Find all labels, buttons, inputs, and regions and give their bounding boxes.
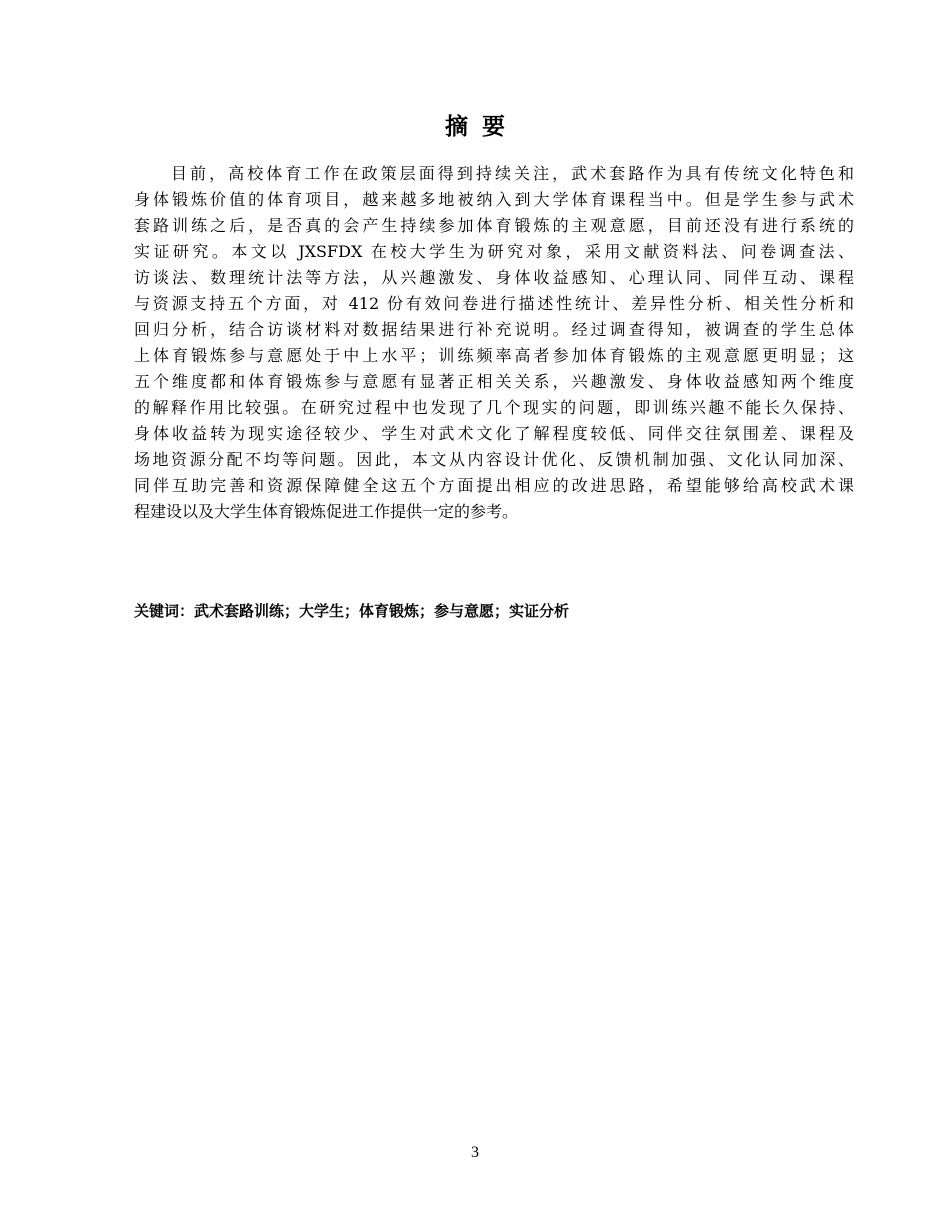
abstract-line: 目前，高校体育工作在政策层面得到持续关注，武术套路作为具有传统文化特色和 xyxy=(171,164,854,183)
page-number: 3 xyxy=(471,1144,479,1161)
abstract-body xyxy=(134,161,854,525)
abstract-line: 与资源支持五个方面，对 412 份有效问卷进行描述性统计、差异性分析、相关性分析和 xyxy=(134,294,854,313)
abstract-line: 的解释作用比较强。在研究过程中也发现了几个现实的问题，即训练兴趣不能长久保持、 xyxy=(134,398,854,417)
abstract-line: 五个维度都和体育锻炼参与意愿有显著正相关关系，兴趣激发、身体收益感知两个维度 xyxy=(134,372,854,391)
abstract-line: 套路训练之后，是否真的会产生持续参加体育锻炼的主观意愿，目前还没有进行系统的 xyxy=(134,216,854,235)
keywords-line: 关键词：武术套路训练；大学生；体育锻炼；参与意愿；实证分析 xyxy=(134,602,570,620)
abstract-line: 访谈法、数理统计法等方法，从兴趣激发、身体收益感知、心理认同、同伴互动、课程 xyxy=(134,268,854,287)
abstract-line: 身体锻炼价值的体育项目，越来越多地被纳入到大学体育课程当中。但是学生参与武术 xyxy=(134,190,854,209)
abstract-line: 场地资源分配不均等问题。因此，本文从内容设计优化、反馈机制加强、文化认同加深、 xyxy=(134,450,854,469)
abstract-title: 摘要 xyxy=(445,114,519,140)
abstract-line: 程建设以及大学生体育锻炼促进工作提供一定的参考。 xyxy=(134,502,519,521)
abstract-line: 实证研究。本文以 JXSFDX 在校大学生为研究对象，采用文献资料法、问卷调查法、 xyxy=(134,242,854,261)
abstract-line: 身体收益转为现实途径较少、学生对武术文化了解程度较低、同伴交往氛围差、课程及 xyxy=(134,424,854,443)
abstract-line: 回归分析，结合访谈材料对数据结果进行补充说明。经过调查得知，被调查的学生总体 xyxy=(134,320,854,339)
abstract-line: 同伴互助完善和资源保障健全这五个方面提出相应的改进思路，希望能够给高校武术课 xyxy=(134,476,854,495)
abstract-line: 上体育锻炼参与意愿处于中上水平；训练频率高者参加体育锻炼的主观意愿更明显；这 xyxy=(134,346,854,365)
